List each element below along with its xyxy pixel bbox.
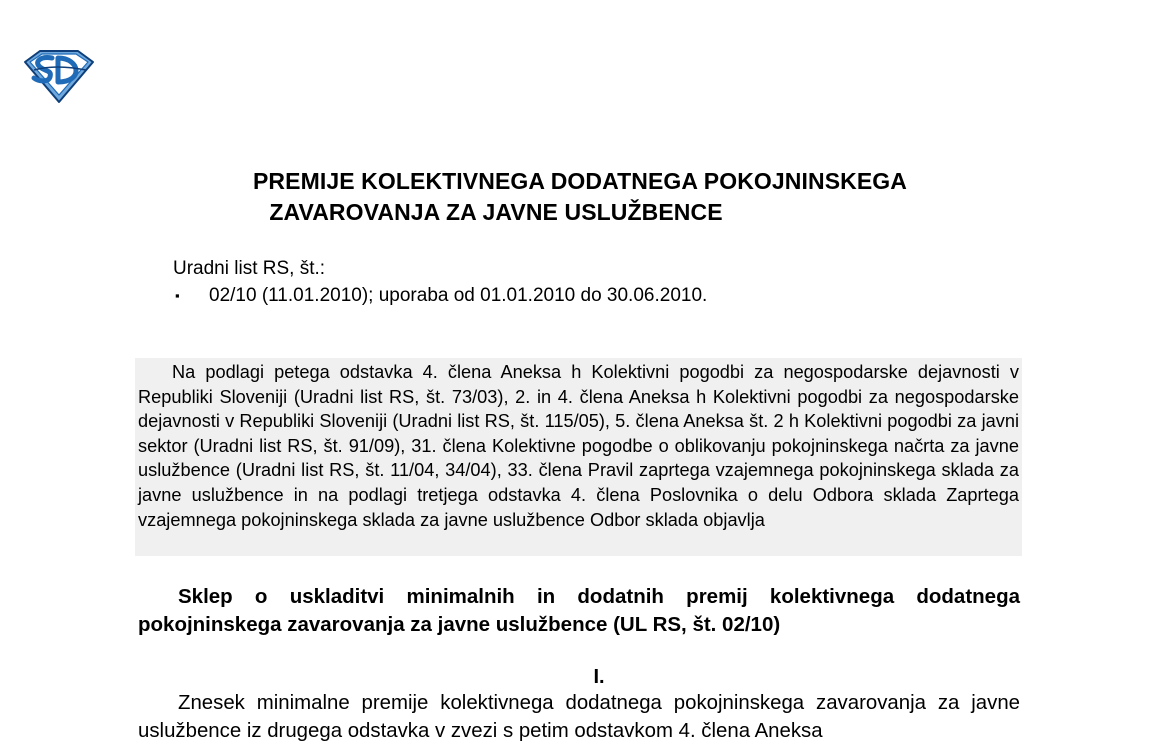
title-line-1: PREMIJE KOLEKTIVNEGA DODATNEGA POKOJNINSKEGA — [252, 168, 907, 194]
title-line-2: ZAVAROVANJA ZA JAVNE USLUŽBENCE — [269, 199, 723, 225]
section-number: I. — [593, 666, 605, 688]
sd-logo — [22, 48, 96, 104]
sd-shield-logo-icon — [22, 48, 96, 104]
section-body-text: Znesek minimalne premije kolektivnega dodatnega pokojninskega zavarovanja za javne uslužbence iz drugega odstavka v zvezi s petim odstavkom 4. člena Aneksa — [138, 692, 1020, 742]
document-title — [140, 166, 1020, 228]
gazette-reference — [173, 255, 707, 309]
gazette-list — [173, 282, 707, 309]
decision-heading: Sklep o uskladitvi minimalnih in dodatnih premij kolektivnega dodatnega pokojninskega zavarovanja za javne uslužbence (UL RS, št. 02/10) — [138, 585, 1020, 636]
gazette-label: Uradni list RS, št.: — [173, 258, 326, 279]
bullet-icon: ▪ — [175, 288, 180, 303]
gazette-entry — [173, 282, 707, 309]
gazette-entry-text: 02/10 (11.01.2010); uporaba od 01.01.2010 do 30.06.2010. — [209, 285, 708, 306]
preamble-paragraph: Na podlagi petega odstavka 4. člena Aneksa h Kolektivni pogodbi za negospodarske dejavnosti v Republiki Sloveniji (Uradni list RS, št. 73/03), 2. in 4. člena Aneksa h Kolektivni pogodbi za negospodarske dejavnosti v Republiki Sloveniji (Uradni list RS, št. 115/05), 5. člena Aneksa št. 2 h Kolektivni pogodbi za javni sektor (Uradni list RS, št. 91/09), 31. člena Kolektivne pogodbe o oblikovanju pokojninskega načrta za javne uslužbence (Uradni list RS, št. 11/04, 34/04), 33. člena Pravil zaprtega vzajemnega pokojninskega sklada za javne uslužbence in na podlagi tretjega odstavka 4. člena Poslovnika o delu Odbora sklada Zaprtega vzajemnega pokojninskega sklada za javne uslužbence Odbor sklada objavlja — [135, 358, 1022, 556]
